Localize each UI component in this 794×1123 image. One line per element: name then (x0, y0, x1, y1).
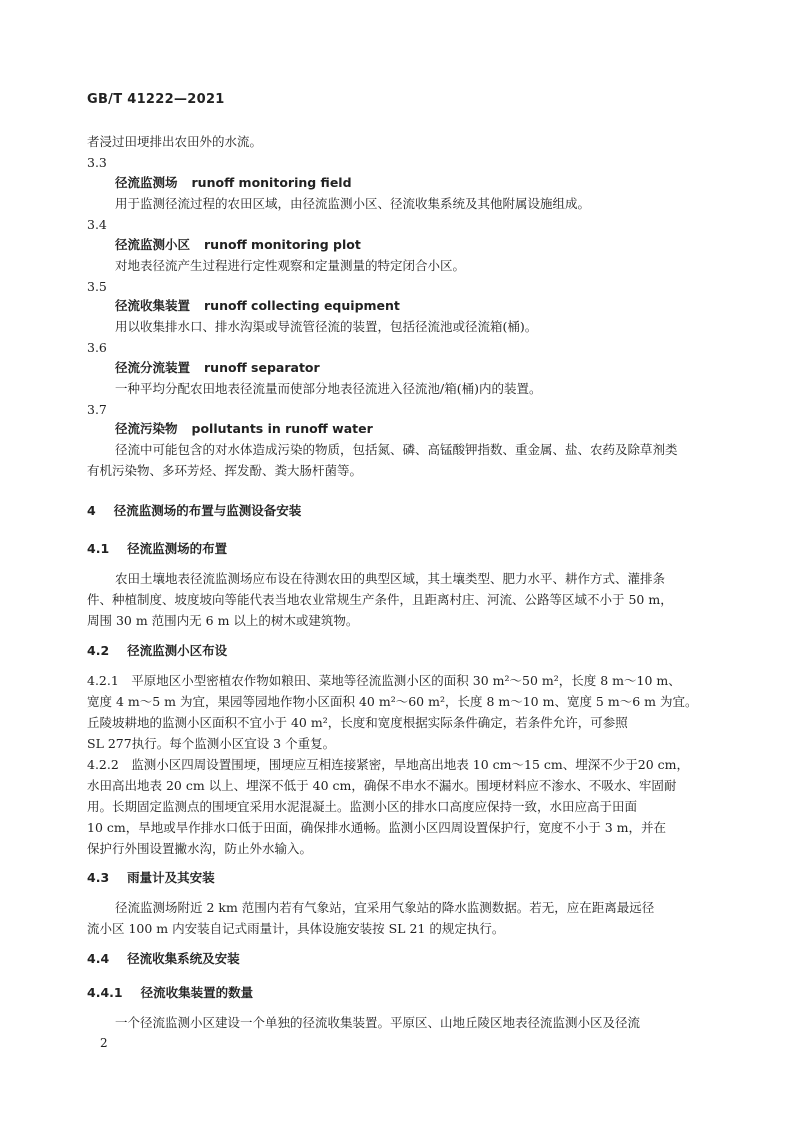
section-heading (87, 985, 253, 1001)
paragraph-line: 径流监测场附近 2 km 范围内若有气象站，宜采用气象站的降水监测数据。若无，应在距离最远径 (115, 900, 655, 915)
term-en: runoff separator (204, 360, 320, 375)
term-en: runoff monitoring plot (204, 237, 361, 252)
section-heading (87, 643, 227, 659)
paragraph-line: 丘陵坡耕地的监测小区面积不宜小于 40 m²，长度和宽度根据实际条件确定，若条件允许，可参照 (87, 715, 628, 730)
section-title: 雨量计及其安装 (127, 870, 215, 885)
term-definition: 径流中可能包含的对水体造成污染的物质，包括氮、磷、高锰酸钾指数、重金属、盐、农药及除草剂类 (115, 442, 678, 457)
section-number: 4.2 (87, 643, 110, 658)
term-heading (115, 421, 373, 437)
term-number: 3.7 (87, 402, 107, 417)
term-en: runoff collecting equipment (204, 298, 400, 313)
term-en: pollutants in runoff water (191, 421, 373, 436)
section-heading (87, 541, 227, 557)
section-title: 径流监测场的布置 (127, 541, 228, 556)
term-number: 3.6 (87, 340, 107, 355)
term-cn: 径流监测场 (115, 175, 178, 190)
paragraph-line: 10 cm，旱地或旱作排水口低于田面，确保排水通畅。监测小区四周设置保护行，宽度不小于 3 m，并在 (87, 820, 666, 835)
paragraph-line: 农田土壤地表径流监测场应布设在待测农田的典型区域，其土壤类型、肥力水平、耕作方式、灌排条 (115, 571, 666, 586)
section-number: 4 (87, 503, 96, 518)
term-heading (115, 237, 361, 253)
section-number: 4.4 (87, 951, 110, 966)
section-number: 4.4.1 (87, 985, 123, 1000)
section-heading (87, 870, 215, 886)
section-heading (87, 503, 301, 519)
standard-number: GB/T 41222—2021 (87, 92, 225, 107)
paragraph-line: 4.2.1 平原地区小型密植农作物如粮田、菜地等径流监测小区的面积 30 m²～50 m²，长度 8 m～10 m、 (87, 673, 681, 688)
term-heading (115, 298, 400, 314)
paragraph-line: 用。长期固定监测点的围埂宜采用水泥混凝土。监测小区的排水口高度应保持一致，水田应高于田面 (87, 799, 638, 814)
paragraph-line: 周围 30 m 范围内无 6 m 以上的树木或建筑物。 (87, 613, 359, 628)
section-title: 径流监测场的布置与监测设备安装 (113, 503, 302, 518)
paragraph-line: 宽度 4 m～5 m 为宜，果园等园地作物小区面积 40 m²～60 m²，长度 8 m～10 m、宽度 5 m～6 m 为宜。 (87, 694, 698, 709)
section-title: 径流监测小区布设 (127, 643, 228, 658)
term-heading (115, 360, 320, 376)
term-definition: 一种平均分配农田地表径流量而使部分地表径流进入径流池/箱(桶)内的装置。 (115, 381, 542, 396)
paragraph-line: 保护行外围设置撇水沟，防止外水输入。 (87, 841, 313, 856)
term-definition: 用以收集排水口、排水沟渠或导流管径流的装置，包括径流池或径流箱(桶)。 (115, 319, 538, 334)
paragraph-line: 水田高出地表 20 cm 以上、埋深不低于 40 cm，确保不串水不漏水。围埂材料应不渗水、不吸水、牢固耐 (87, 778, 677, 793)
section-title: 径流收集系统及安装 (127, 951, 240, 966)
section-heading (87, 951, 240, 967)
term-definition: 有机污染物、多环芳烃、挥发酚、粪大肠杆菌等。 (87, 463, 363, 478)
section-number: 4.3 (87, 870, 110, 885)
term-definition: 用于监测径流过程的农田区域，由径流监测小区、径流收集系统及其他附属设施组成。 (115, 196, 591, 211)
term-number: 3.3 (87, 155, 107, 170)
term-cn: 径流污染物 (115, 421, 178, 436)
term-number: 3.4 (87, 217, 107, 232)
term-heading (115, 175, 352, 191)
section-number: 4.1 (87, 541, 110, 556)
term-cn: 径流分流装置 (115, 360, 191, 375)
page-number: 2 (100, 1036, 108, 1050)
section-title: 径流收集装置的数量 (140, 985, 254, 1000)
term-definition: 对地表径流产生过程进行定性观察和定量测量的特定闭合小区。 (115, 258, 466, 273)
paragraph-line: 件、种植制度、坡度坡向等能代表当地农业常规生产条件，且距离村庄、河流、公路等区域不小于 50 m， (87, 592, 673, 607)
term-cn: 径流收集装置 (115, 298, 191, 313)
term-number: 3.5 (87, 279, 107, 294)
paragraph-line: SL 277执行。每个监测小区宜设 3 个重复。 (87, 736, 336, 751)
term-en: runoff monitoring field (191, 175, 352, 190)
paragraph-line: 一个径流监测小区建设一个单独的径流收集装置。平原区、山地丘陵区地表径流监测小区及径流 (115, 1015, 641, 1030)
term-cn: 径流监测小区 (115, 237, 191, 252)
text-line: 者浸过田埂排出农田外的水流。 (87, 134, 263, 149)
paragraph-line: 流小区 100 m 内安装自记式雨量计，具体设施安装按 SL 21 的规定执行。 (87, 921, 505, 936)
paragraph-line: 4.2.2 监测小区四周设置围埂，围埂应互相连接紧密，旱地高出地表 10 cm～15 cm、埋深不少于20 cm， (87, 757, 689, 772)
